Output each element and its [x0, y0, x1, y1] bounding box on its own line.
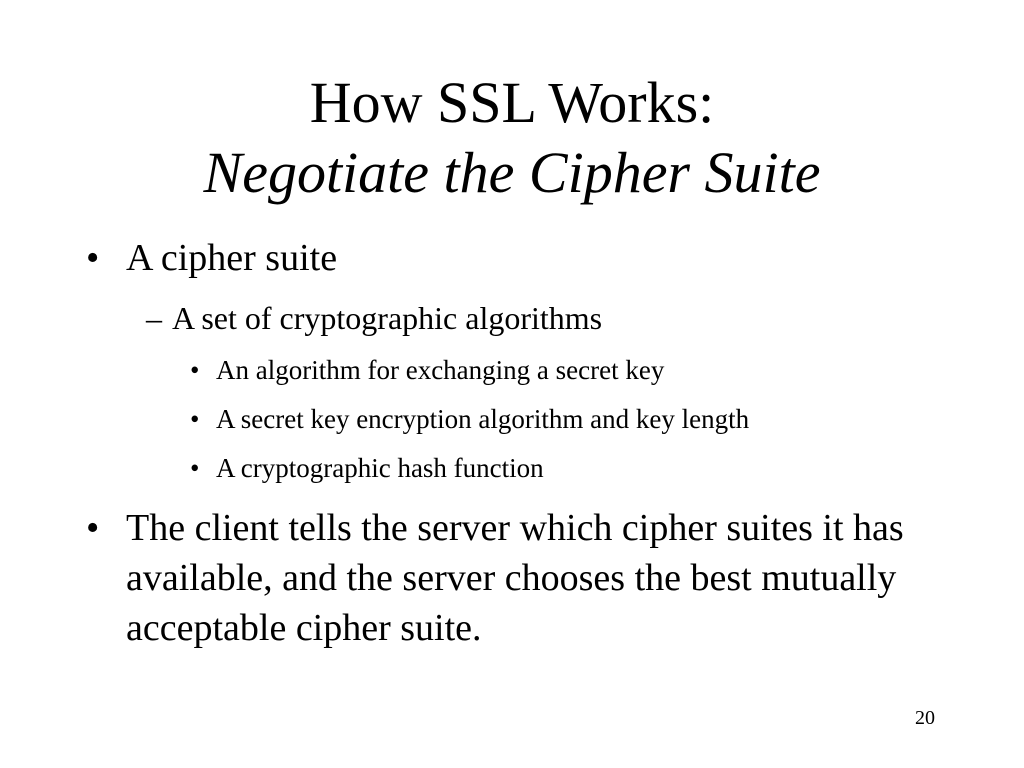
bullet-secret-key-encryption: A secret key encryption algorithm and key length — [216, 404, 750, 434]
slide-title-block — [0, 68, 1024, 208]
slide-subtitle: Negotiate the Cipher Suite — [203, 140, 821, 205]
bullet-symbol: • — [86, 237, 100, 279]
bullet-symbol: • — [190, 404, 200, 434]
slide-title: How SSL Works: — [309, 70, 715, 135]
page-number: 20 — [915, 707, 935, 729]
bullet-key-exchange: An algorithm for exchanging a secret key — [216, 355, 665, 385]
bullet-cipher-suite: A cipher suite — [126, 237, 338, 279]
bullet-symbol: • — [190, 355, 200, 385]
bullet-symbol: • — [190, 453, 200, 483]
bullet-set-of-algorithms: A set of cryptographic algorithms — [172, 300, 603, 336]
dash-symbol: – — [146, 300, 162, 336]
bullet-client-tells-server: The client tells the server which cipher suites it has available, and the server chooses the best mutually acceptable cipher suite. — [126, 507, 904, 649]
bullet-symbol: • — [86, 507, 100, 549]
bullet-hash-function: A cryptographic hash function — [216, 453, 544, 483]
